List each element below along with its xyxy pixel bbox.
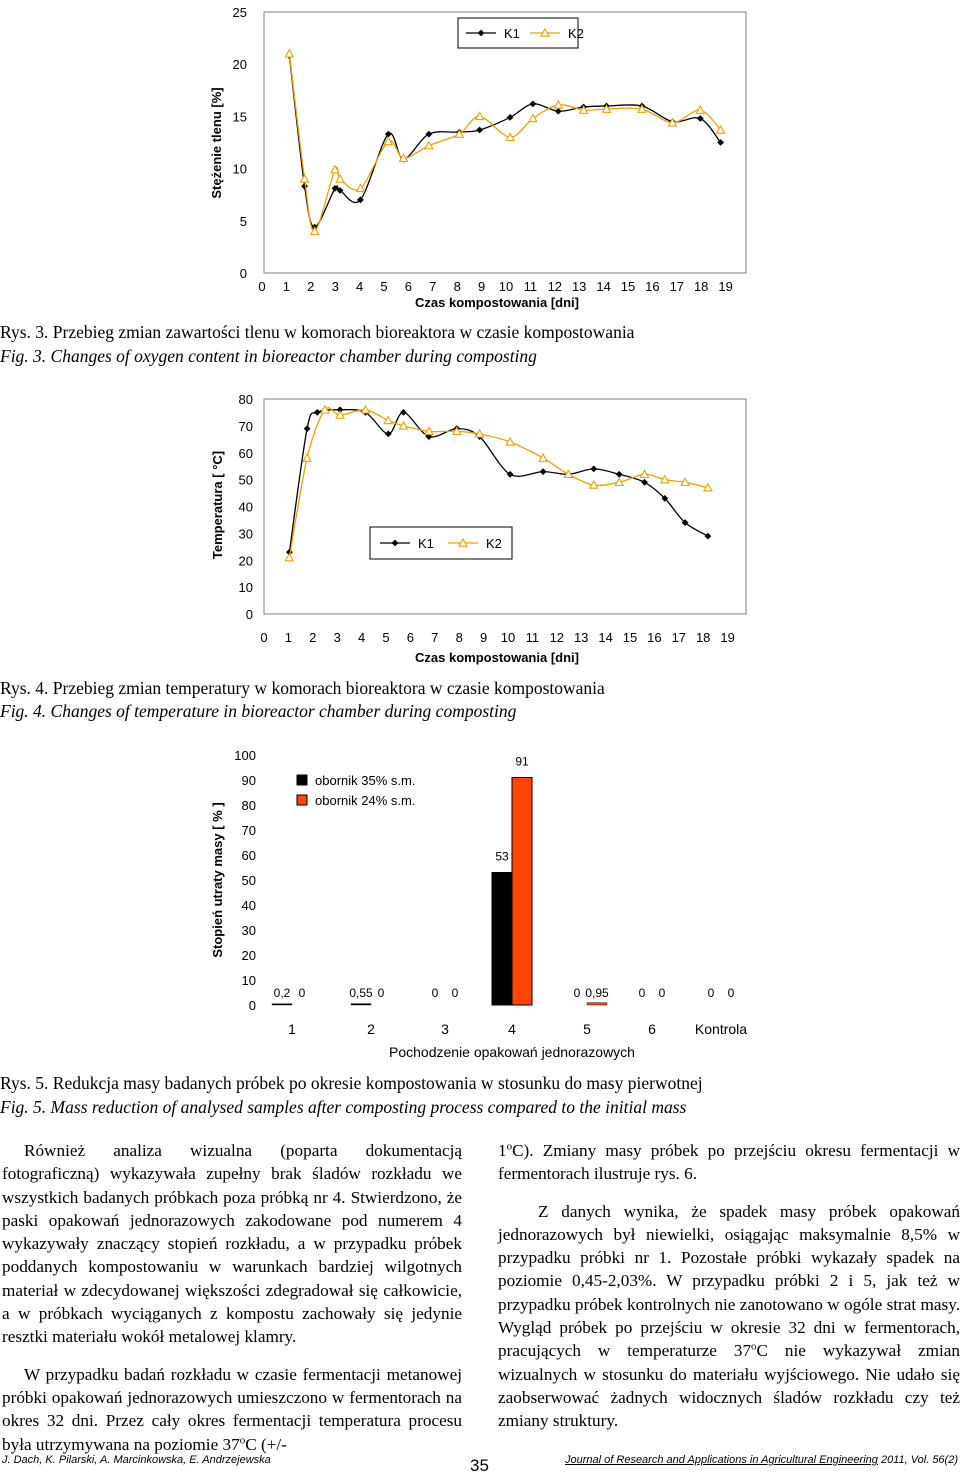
y-tick-label: 10 bbox=[238, 580, 253, 596]
y-tick-label: 10 bbox=[232, 161, 247, 177]
data-label: 0 bbox=[377, 986, 385, 1000]
fig3-caption-en: Fig. 3. Changes of oxygen content in bioreactor chamber during composting bbox=[0, 346, 537, 366]
x-tick-label: 18 bbox=[695, 630, 711, 645]
data-label: 0 bbox=[431, 986, 439, 1000]
data-point-k2 bbox=[301, 175, 309, 182]
y-tick-label: 15 bbox=[232, 109, 247, 125]
temperature-chart bbox=[0, 370, 960, 676]
data-point-k2 bbox=[336, 175, 344, 182]
right-column bbox=[498, 1139, 960, 1447]
x-tick-label: 14 bbox=[596, 279, 611, 294]
data-point-k2 bbox=[529, 115, 537, 122]
y-tick-label: 70 bbox=[241, 823, 256, 838]
data-point-k1 bbox=[641, 479, 648, 486]
x-category-label: 3 bbox=[441, 1021, 449, 1037]
data-point-k1 bbox=[304, 425, 311, 432]
x-tick-label: 2 bbox=[309, 630, 317, 645]
data-point-k1 bbox=[616, 471, 623, 478]
x-category-label: 1 bbox=[288, 1021, 296, 1037]
y-tick-label: 20 bbox=[232, 57, 247, 73]
x-axis-title: Czas kompostowania [dni] bbox=[415, 295, 579, 310]
footer-journal: Journal of Research and Applications in Agricultural Engineering 2011, Vol. 56(2) bbox=[565, 1454, 958, 1466]
x-category-label: Kontrola bbox=[694, 1021, 748, 1037]
series-line-k1 bbox=[289, 56, 720, 227]
x-tick-label: 10 bbox=[500, 630, 516, 645]
y-tick-label: 25 bbox=[232, 5, 247, 20]
fig4-caption-en: Fig. 4. Changes of temperature in bioreactor chamber during composting bbox=[0, 701, 517, 721]
x-tick-label: 15 bbox=[622, 630, 638, 645]
bar-obornik-35 bbox=[492, 873, 512, 1006]
footer-authors: J. Dach, K. Pilarski, A. Marcinkowska, E. Andrzejewska bbox=[2, 1454, 271, 1466]
x-tick-label: 4 bbox=[355, 279, 364, 294]
x-axis-title: Pochodzenie opakowań jednorazowych bbox=[389, 1044, 635, 1060]
data-label: 0 bbox=[727, 986, 735, 1000]
legend-label: K1 bbox=[504, 26, 520, 41]
legend-label: obornik 35% s.m. bbox=[315, 773, 416, 788]
y-tick-label: 50 bbox=[238, 472, 253, 488]
data-point-k2 bbox=[425, 142, 433, 149]
x-tick-label: 3 bbox=[331, 279, 339, 294]
y-tick-label: 20 bbox=[238, 553, 253, 569]
data-point-k1 bbox=[530, 101, 537, 108]
legend-label: K1 bbox=[418, 536, 434, 551]
x-tick-label: 11 bbox=[523, 279, 538, 294]
x-tick-label: 5 bbox=[380, 279, 388, 294]
x-tick-label: 5 bbox=[382, 630, 390, 645]
oxygen-chart bbox=[0, 0, 960, 320]
y-tick-label: 60 bbox=[241, 848, 256, 863]
x-tick-label: 13 bbox=[573, 630, 589, 645]
fig5-caption-en: Fig. 5. Mass reduction of analysed samples after composting process compared to the initial mass bbox=[0, 1097, 687, 1117]
y-axis-title: Stopień utraty masy [ % ] bbox=[210, 802, 225, 958]
data-point-k1 bbox=[400, 409, 407, 416]
data-point-k1 bbox=[301, 183, 308, 190]
y-tick-label: 70 bbox=[238, 418, 253, 434]
y-tick-label: 80 bbox=[238, 392, 253, 407]
x-tick-label: 1 bbox=[284, 630, 293, 645]
x-tick-label: 18 bbox=[693, 279, 709, 294]
fig3-caption-pl: Rys. 3. Przebieg zmian zawartości tlenu w komorach bioreaktora w czasie kompostowania bbox=[0, 322, 635, 342]
legend-label: K2 bbox=[568, 26, 584, 41]
data-point-k2 bbox=[696, 106, 704, 113]
x-tick-label: 12 bbox=[547, 279, 563, 294]
y-tick-label: 5 bbox=[239, 213, 247, 229]
data-label: 0,2 bbox=[273, 986, 291, 1000]
data-point-k1 bbox=[590, 466, 597, 473]
left-column bbox=[2, 1139, 462, 1470]
x-tick-label: 16 bbox=[645, 279, 660, 294]
data-point-k1 bbox=[705, 533, 712, 540]
left-paragraph-1: Również analiza wizualna (poparta dokumentacją fotograficzną) wykazywała zupełny brak śladów rozkładu we wszystkich badanych próbkach poza próbką nr 4. Stwierdzono, że paski opakowań jednorazowych zakodowane pod numerem 4 wykazywały znaczący stopień rozkładu, a w przypadku próbek poddanych kompostowaniu w warunkach bardziej wilgotnych materiał w zdecydowanej większości zdegradował się całkowicie, a w próbkach wyciąganych z kompostu zachowały się jedynie resztki materiału wokół metalowej klamry. bbox=[2, 1141, 462, 1347]
x-tick-label: 16 bbox=[647, 630, 662, 645]
x-category-label: 6 bbox=[648, 1021, 656, 1037]
x-tick-label: 8 bbox=[453, 279, 461, 294]
x-tick-label: 7 bbox=[431, 630, 439, 645]
x-tick-label: 4 bbox=[357, 630, 366, 645]
y-tick-label: 30 bbox=[238, 526, 253, 542]
y-tick-label: 60 bbox=[238, 445, 253, 461]
x-tick-label: 9 bbox=[477, 279, 486, 294]
x-tick-label: 10 bbox=[498, 279, 514, 294]
data-point-k1 bbox=[507, 114, 514, 121]
data-label: 0 bbox=[573, 986, 581, 1000]
bar-obornik-24 bbox=[587, 1003, 607, 1005]
fig4-caption-pl: Rys. 4. Przebieg zmian temperatury w komorach bioreaktora w czasie kompostowania bbox=[0, 678, 605, 698]
x-tick-label: 19 bbox=[720, 630, 735, 645]
fig5-caption-pl: Rys. 5. Redukcja masy badanych próbek po okresie kompostowania w stosunku do masy pierwotnej bbox=[0, 1073, 703, 1093]
y-tick-label: 0 bbox=[248, 998, 256, 1013]
y-tick-label: 50 bbox=[241, 873, 256, 888]
data-point-k1 bbox=[697, 115, 704, 122]
y-tick-label: 100 bbox=[234, 748, 256, 763]
right-paragraph-2: Z danych wynika, że spadek masy próbek opakowań jednorazowych był niewielki, osiągając maksymalnie 8,5% w przypadku próbki nr 1. Pozostałe próbki wykazały spadek na poziomie 0,45-2,03%. W przypadku próbki 2 i 5, jak też w przypadku próbek kontrolnych nie zanotowano w ogóle strat masy. Wygląd próbek po przejściu w okresie 32 dni w fermentorach, pracujących w temperaturze 37$^o$C nie wykazywał zmian wizualnych w stosunku do materiału wyjściowego. Nie udało się zaobserwować żadnych widocznych śladów rozkładu czy też zmiany struktury. bbox=[498, 1201, 960, 1431]
data-label: 0 bbox=[707, 986, 715, 1000]
y-tick-label: 10 bbox=[241, 973, 256, 988]
y-tick-label: 20 bbox=[241, 948, 256, 963]
x-tick-label: 15 bbox=[620, 279, 636, 294]
data-label: 53 bbox=[495, 849, 509, 864]
x-category-label: 5 bbox=[583, 1021, 591, 1037]
x-tick-label: 3 bbox=[333, 630, 341, 645]
y-tick-label: 90 bbox=[241, 773, 256, 788]
data-point-k1 bbox=[540, 468, 547, 475]
x-tick-label: 7 bbox=[429, 279, 437, 294]
x-tick-label: 6 bbox=[406, 630, 415, 645]
y-tick-label: 0 bbox=[239, 266, 247, 281]
data-label: 0 bbox=[298, 986, 306, 1000]
data-label: 0 bbox=[638, 986, 646, 1000]
x-tick-label: 12 bbox=[549, 630, 565, 645]
x-category-label: 2 bbox=[367, 1021, 375, 1037]
legend-label: K2 bbox=[486, 536, 502, 551]
data-point-k2 bbox=[303, 454, 311, 461]
data-point-k2 bbox=[285, 554, 293, 561]
y-tick-label: 30 bbox=[241, 923, 256, 938]
data-point-k2 bbox=[539, 454, 547, 461]
data-label: 0,95 bbox=[585, 986, 609, 1000]
x-tick-label: 9 bbox=[479, 630, 488, 645]
data-point-k2 bbox=[321, 406, 329, 413]
right-paragraph-1: 1$^o$C). Zmiany masy próbek po przejściu okresu fermentacji w fermentorach ilustruje rys. 6. bbox=[498, 1140, 960, 1184]
plot-area bbox=[264, 12, 746, 273]
y-axis-title: Stężenie tlenu [%] bbox=[209, 87, 224, 199]
data-label: 0 bbox=[451, 986, 459, 1000]
data-label: 0 bbox=[658, 986, 666, 1000]
mass-reduction-chart bbox=[0, 735, 960, 1067]
left-paragraph-2: W przypadku badań rozkładu w czasie fermentacji metanowej próbki opakowań jednorazowych umieszczono w fermentorach na okres 32 dni. Przez cały okres fermentacji temperatura procesu była utrzymywana na poziomie 37$^o$C (+/- bbox=[2, 1364, 462, 1454]
y-tick-label: 80 bbox=[241, 798, 256, 813]
x-tick-label: 17 bbox=[671, 630, 687, 645]
bar-obornik-35 bbox=[272, 1004, 292, 1005]
x-tick-label: 11 bbox=[525, 630, 540, 645]
x-tick-label: 13 bbox=[571, 279, 587, 294]
series-line-k2 bbox=[289, 54, 720, 231]
legend-swatch bbox=[297, 795, 307, 805]
y-axis-title: Temperatura [ °C] bbox=[210, 450, 225, 560]
legend-label: obornik 24% s.m. bbox=[315, 793, 416, 808]
data-label: 0,55 bbox=[349, 986, 373, 1000]
data-point-k1 bbox=[476, 127, 483, 134]
data-point-k2 bbox=[476, 112, 484, 119]
plot-area bbox=[264, 399, 746, 614]
x-category-label: 4 bbox=[508, 1021, 516, 1037]
x-tick-label: 0 bbox=[260, 630, 268, 645]
data-point-k2 bbox=[384, 417, 392, 424]
y-tick-label: 40 bbox=[241, 898, 256, 913]
data-point-k1 bbox=[555, 108, 562, 115]
x-tick-label: 17 bbox=[669, 279, 685, 294]
x-tick-label: 0 bbox=[258, 279, 266, 294]
y-tick-label: 40 bbox=[238, 499, 253, 515]
x-axis-title: Czas kompostowania [dni] bbox=[415, 650, 579, 665]
x-tick-label: 1 bbox=[282, 279, 291, 294]
data-point-k1 bbox=[314, 409, 321, 416]
bar-obornik-35 bbox=[351, 1004, 371, 1005]
x-tick-label: 2 bbox=[307, 279, 315, 294]
x-tick-label: 19 bbox=[718, 279, 733, 294]
bar-obornik-24 bbox=[512, 778, 532, 1006]
x-tick-label: 6 bbox=[404, 279, 413, 294]
data-point-k2 bbox=[285, 50, 293, 57]
x-tick-label: 8 bbox=[455, 630, 463, 645]
y-tick-label: 0 bbox=[245, 607, 253, 622]
x-tick-label: 14 bbox=[598, 630, 613, 645]
page-number: 35 bbox=[470, 1456, 489, 1475]
data-label: 91 bbox=[515, 754, 529, 769]
legend-swatch bbox=[297, 775, 307, 785]
